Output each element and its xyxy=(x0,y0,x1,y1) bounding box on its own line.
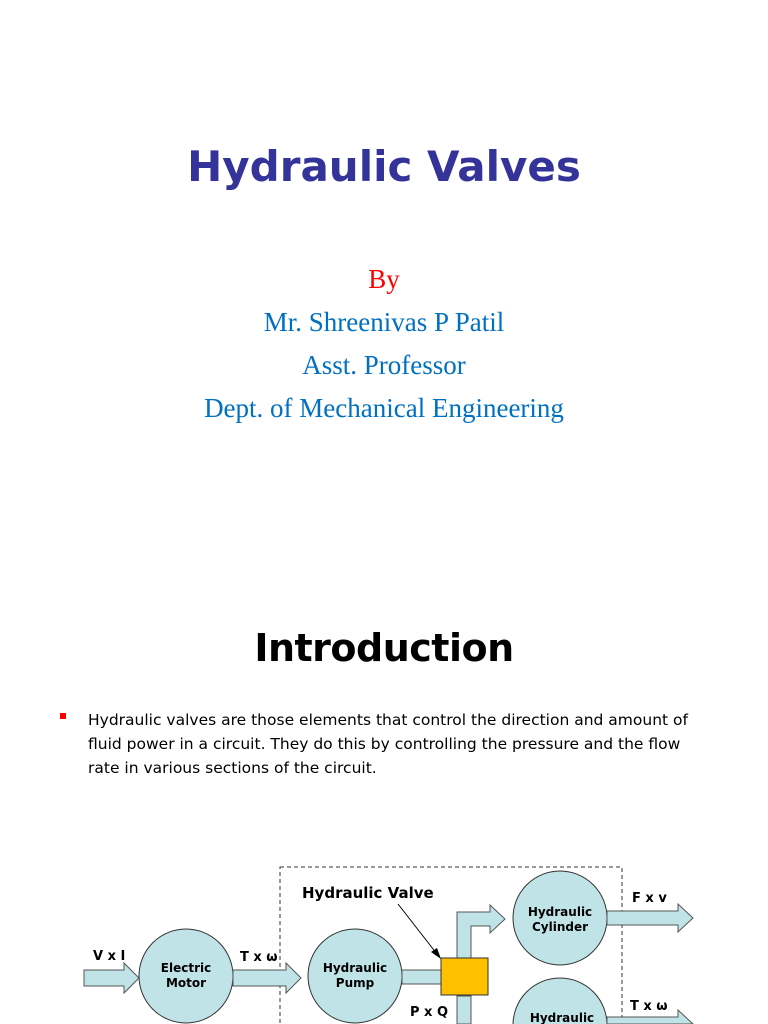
motor-label-line2: Motor xyxy=(165,976,207,990)
pump-label-line1: Hydraulic xyxy=(322,961,388,975)
valve-pointer-head xyxy=(431,948,441,959)
hydraulic-system-diagram xyxy=(0,820,768,1024)
cylinder-label-line2: Cylinder xyxy=(531,920,589,934)
author-department: Dept. of Mechanical Engineering xyxy=(204,393,564,423)
cylinder-output-arrow xyxy=(607,904,693,932)
cylinder-label-line1: Hydraulic xyxy=(527,905,593,919)
pump-valve-connector xyxy=(402,970,442,984)
valve-label: Hydraulic Valve xyxy=(302,884,434,902)
hydraulic-valve-box xyxy=(441,958,488,995)
input-arrow xyxy=(84,963,139,993)
upper-branch-arrow xyxy=(457,905,505,958)
pump-output-label: P x Q xyxy=(410,1005,449,1020)
author-name: Mr. Shreenivas P Patil xyxy=(263,307,505,337)
slide-title: Hydraulic Valves xyxy=(187,142,581,191)
motor-label-line1: Electric xyxy=(160,961,212,975)
lower-branch-arrow xyxy=(457,996,471,1024)
bullet-marker xyxy=(60,713,66,719)
introduction-title: Introduction xyxy=(254,626,514,670)
valve-pointer-line xyxy=(398,904,437,954)
pump-label-line2: Pump xyxy=(335,976,375,990)
bullet-text: Hydraulic valves are those elements that control the direction and amount of fluid power in a circuit. They do this by controlling the pressure and the flow rate in various sections of the circuit. xyxy=(88,711,688,777)
motor-output-arrow xyxy=(233,963,301,993)
author-position: Asst. Professor xyxy=(302,350,466,380)
cylinder-output-label: F x v xyxy=(632,891,667,906)
lower-component-label: Hydraulic xyxy=(529,1011,595,1024)
motor-output-label: T x ω xyxy=(240,950,278,965)
by-label: By xyxy=(368,264,400,294)
lower-output-label: T x ω xyxy=(630,999,668,1014)
input-label: V x I xyxy=(93,949,126,964)
